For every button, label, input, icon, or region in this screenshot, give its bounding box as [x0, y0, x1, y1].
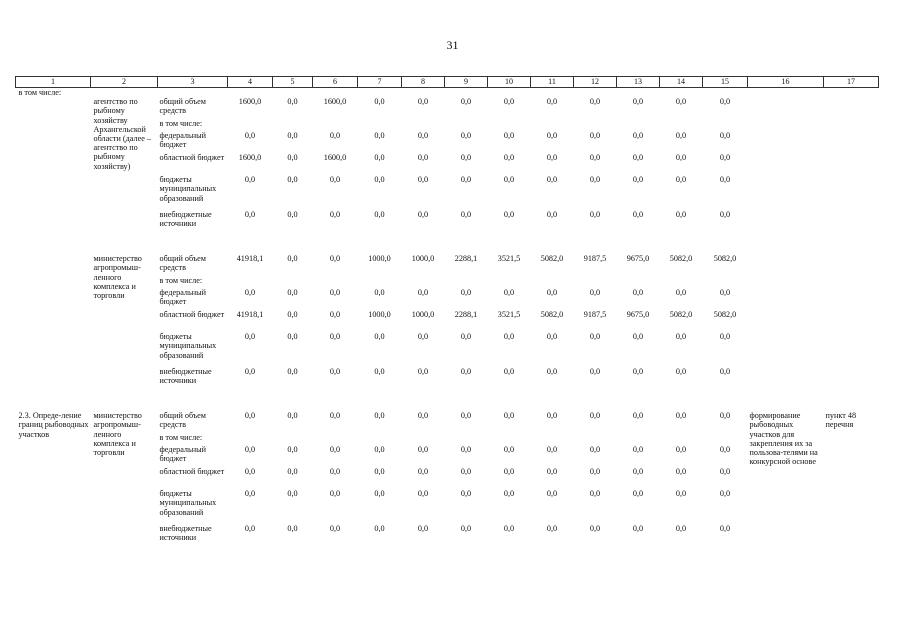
amount-cell: 5082,0 — [540, 254, 564, 264]
amount-cell — [228, 119, 273, 131]
amount-cell: 0,0 — [417, 288, 429, 298]
amount-cell — [358, 119, 402, 131]
reference-item: пункт 48 перечня — [825, 411, 857, 430]
amount-cell: 0,0 — [374, 153, 385, 163]
header-col-10: 10 — [488, 77, 531, 88]
amount-cell: 0,0 — [589, 411, 601, 421]
amount-cell: 5082,0 — [540, 310, 564, 320]
amount-cell: 0,0 — [417, 332, 429, 342]
amount-cell: 0,0 — [719, 367, 731, 377]
header-col-4: 4 — [228, 77, 273, 88]
amount-cell: 0,0 — [719, 411, 731, 421]
amount-cell: 0,0 — [329, 310, 341, 320]
amount-cell: 0,0 — [589, 175, 601, 185]
amount-cell: 0,0 — [632, 411, 644, 421]
amount-cell: 0,0 — [675, 524, 687, 534]
amount-cell: 0,0 — [675, 411, 687, 421]
amount-cell: 0,0 — [546, 131, 558, 141]
amount-cell: 0,0 — [632, 210, 644, 220]
amount-cell: 0,0 — [503, 131, 515, 141]
funding-source: областной бюджет — [159, 153, 225, 163]
amount-cell: 9187,5 — [583, 310, 607, 320]
amount-cell: 1600,0 — [238, 97, 262, 107]
amount-cell: 0,0 — [244, 131, 256, 141]
header-col-11: 11 — [531, 77, 574, 88]
activity-name — [16, 254, 91, 389]
amount-cell: 0,0 — [287, 467, 298, 477]
amount-cell: 41918,1 — [236, 310, 264, 320]
amount-cell: 0,0 — [503, 175, 515, 185]
amount-cell: 0,0 — [589, 332, 601, 342]
header-col-13: 13 — [617, 77, 660, 88]
table-row — [16, 97, 879, 119]
amount-cell: 0,0 — [329, 210, 341, 220]
section-label: в том числе: — [18, 88, 62, 97]
amount-cell: 0,0 — [675, 367, 687, 377]
amount-cell: 0,0 — [329, 489, 341, 499]
amount-cell: 0,0 — [460, 97, 472, 107]
amount-cell: 1000,0 — [411, 310, 435, 320]
amount-cell: 0,0 — [244, 210, 256, 220]
amount-cell — [617, 433, 660, 445]
amount-cell: 0,0 — [632, 367, 644, 377]
amount-cell — [402, 276, 445, 288]
amount-cell: 0,0 — [589, 524, 601, 534]
amount-cell: 0,0 — [546, 153, 558, 163]
amount-cell: 1600,0 — [323, 153, 347, 163]
amount-cell: 0,0 — [374, 467, 385, 477]
amount-cell: 0,0 — [675, 210, 687, 220]
amount-cell: 0,0 — [287, 210, 298, 220]
funding-source: в том числе: — [159, 433, 203, 443]
amount-cell — [445, 119, 488, 131]
amount-cell: 1000,0 — [368, 310, 391, 320]
amount-cell — [445, 433, 488, 445]
amount-cell: 0,0 — [503, 153, 515, 163]
amount-cell — [402, 433, 445, 445]
amount-cell — [703, 119, 748, 131]
amount-cell — [313, 119, 358, 131]
amount-cell: 0,0 — [675, 153, 687, 163]
amount-cell: 0,0 — [287, 445, 298, 455]
amount-cell: 0,0 — [287, 524, 298, 534]
amount-cell: 0,0 — [244, 288, 256, 298]
amount-cell: 0,0 — [460, 489, 472, 499]
amount-cell: 0,0 — [719, 467, 731, 477]
funding-source: в том числе: — [159, 119, 203, 129]
funding-source: федеральный бюджет — [159, 445, 207, 464]
amount-cell: 0,0 — [589, 467, 601, 477]
reference-item — [824, 97, 879, 232]
amount-cell: 0,0 — [503, 411, 515, 421]
amount-cell: 0,0 — [287, 310, 298, 320]
amount-cell: 0,0 — [589, 97, 601, 107]
block-spacer — [16, 232, 879, 254]
expected-result — [748, 97, 824, 232]
amount-cell: 0,0 — [460, 332, 472, 342]
amount-cell: 0,0 — [719, 445, 731, 455]
amount-cell: 0,0 — [417, 524, 429, 534]
funding-source: внебюджетные источники — [159, 367, 212, 386]
amount-cell: 0,0 — [287, 288, 298, 298]
amount-cell: 0,0 — [546, 97, 558, 107]
funding-source: областной бюджет — [159, 310, 225, 320]
amount-cell — [228, 276, 273, 288]
amount-cell: 0,0 — [719, 288, 731, 298]
amount-cell — [228, 433, 273, 445]
funding-source: общий объем средств — [159, 411, 206, 430]
amount-cell: 0,0 — [503, 445, 515, 455]
amount-cell — [488, 276, 531, 288]
header-col-2: 2 — [91, 77, 158, 88]
amount-cell: 0,0 — [244, 445, 256, 455]
amount-cell — [531, 276, 574, 288]
amount-cell: 0,0 — [589, 153, 601, 163]
amount-cell: 0,0 — [675, 445, 687, 455]
amount-cell: 0,0 — [719, 524, 731, 534]
amount-cell: 0,0 — [719, 131, 731, 141]
amount-cell: 0,0 — [374, 332, 385, 342]
amount-cell: 0,0 — [503, 524, 515, 534]
funding-source: бюджеты муниципальных образований — [159, 332, 217, 360]
funding-source: внебюджетные источники — [159, 210, 212, 229]
amount-cell — [660, 433, 703, 445]
amount-cell: 0,0 — [329, 288, 341, 298]
amount-cell: 5082,0 — [669, 254, 693, 264]
amount-cell: 0,0 — [329, 467, 341, 477]
responsible-executor: агентство по рыбному хозяйству Архангельской области (далее – агентство по рыбному хозяйству) — [93, 97, 152, 171]
amount-cell: 0,0 — [503, 332, 515, 342]
activity-name — [16, 97, 91, 232]
amount-cell: 0,0 — [589, 367, 601, 377]
amount-cell: 0,0 — [546, 489, 558, 499]
amount-cell: 41918,1 — [236, 254, 264, 264]
amount-cell: 0,0 — [546, 467, 558, 477]
amount-cell: 3521,5 — [497, 254, 521, 264]
header-col-17: 17 — [824, 77, 879, 88]
amount-cell: 1000,0 — [368, 254, 391, 264]
responsible-executor: министерство агропромыш-ленного комплекса и торговли — [93, 254, 142, 301]
amount-cell: 0,0 — [374, 210, 385, 220]
amount-cell: 0,0 — [546, 411, 558, 421]
amount-cell: 0,0 — [417, 175, 429, 185]
amount-cell: 0,0 — [329, 524, 341, 534]
amount-cell: 0,0 — [374, 411, 385, 421]
amount-cell: 0,0 — [632, 175, 644, 185]
amount-cell: 5082,0 — [713, 310, 737, 320]
amount-cell: 0,0 — [589, 489, 601, 499]
amount-cell: 0,0 — [244, 489, 256, 499]
amount-cell: 1000,0 — [411, 254, 435, 264]
amount-cell: 0,0 — [460, 467, 472, 477]
amount-cell: 0,0 — [287, 254, 298, 264]
amount-cell: 0,0 — [244, 175, 256, 185]
amount-cell — [617, 276, 660, 288]
amount-cell — [703, 276, 748, 288]
amount-cell: 0,0 — [329, 131, 341, 141]
amount-cell: 0,0 — [589, 445, 601, 455]
table-row — [16, 411, 879, 433]
expected-result — [748, 254, 824, 389]
expected-result: формирование рыбоводных участков для закрепления их за пользова-телями на конкурсной основе — [749, 411, 818, 467]
amount-cell: 0,0 — [632, 467, 644, 477]
amount-cell — [617, 119, 660, 131]
page-number: 31 — [446, 38, 459, 52]
amount-cell: 5082,0 — [669, 310, 693, 320]
amount-cell: 0,0 — [719, 97, 731, 107]
block-spacer — [16, 389, 879, 411]
amount-cell: 0,0 — [374, 97, 385, 107]
amount-cell — [358, 433, 402, 445]
amount-cell: 0,0 — [287, 153, 298, 163]
header-col-14: 14 — [660, 77, 703, 88]
amount-cell: 0,0 — [417, 97, 429, 107]
funding-source: федеральный бюджет — [159, 288, 207, 307]
amount-cell: 0,0 — [460, 131, 472, 141]
amount-cell: 0,0 — [417, 131, 429, 141]
amount-cell — [273, 276, 313, 288]
funding-source: федеральный бюджет — [159, 131, 207, 150]
amount-cell: 9187,5 — [583, 254, 607, 264]
amount-cell: 0,0 — [417, 153, 429, 163]
amount-cell: 0,0 — [632, 131, 644, 141]
header-col-7: 7 — [358, 77, 402, 88]
amount-cell: 0,0 — [244, 332, 256, 342]
amount-cell: 3521,5 — [497, 310, 521, 320]
amount-cell: 0,0 — [460, 411, 472, 421]
amount-cell: 0,0 — [632, 445, 644, 455]
amount-cell: 0,0 — [329, 254, 341, 264]
amount-cell: 0,0 — [503, 367, 515, 377]
amount-cell: 0,0 — [503, 97, 515, 107]
header-row — [16, 77, 879, 88]
amount-cell: 0,0 — [675, 467, 687, 477]
amount-cell: 0,0 — [719, 175, 731, 185]
amount-cell — [660, 119, 703, 131]
amount-cell — [313, 276, 358, 288]
amount-cell: 0,0 — [632, 97, 644, 107]
amount-cell: 0,0 — [460, 210, 472, 220]
amount-cell: 9675,0 — [626, 254, 650, 264]
amount-cell: 0,0 — [460, 153, 472, 163]
amount-cell: 2288,1 — [454, 254, 478, 264]
funding-source: в том числе: — [159, 276, 203, 286]
amount-cell: 9675,0 — [626, 310, 650, 320]
amount-cell: 0,0 — [719, 332, 731, 342]
funding-source: внебюджетные источники — [159, 524, 212, 543]
amount-cell: 0,0 — [329, 175, 341, 185]
amount-cell: 0,0 — [374, 131, 385, 141]
header-col-5: 5 — [273, 77, 313, 88]
activity-name: 2.3. Опреде-ление границ рыбоводных участков — [18, 411, 89, 439]
amount-cell: 0,0 — [287, 131, 298, 141]
amount-cell: 0,0 — [244, 367, 256, 377]
amount-cell: 0,0 — [244, 524, 256, 534]
amount-cell: 0,0 — [546, 445, 558, 455]
amount-cell: 0,0 — [417, 367, 429, 377]
budget-table — [15, 76, 879, 546]
amount-cell: 0,0 — [546, 367, 558, 377]
amount-cell — [488, 433, 531, 445]
amount-cell: 0,0 — [287, 175, 298, 185]
funding-source: областной бюджет — [159, 467, 225, 477]
amount-cell: 0,0 — [417, 210, 429, 220]
header-col-8: 8 — [402, 77, 445, 88]
amount-cell — [531, 433, 574, 445]
amount-cell — [660, 276, 703, 288]
amount-cell — [273, 119, 313, 131]
amount-cell: 0,0 — [287, 411, 298, 421]
amount-cell: 0,0 — [675, 489, 687, 499]
funding-source: бюджеты муниципальных образований — [159, 489, 217, 517]
header-col-3: 3 — [158, 77, 228, 88]
amount-cell: 0,0 — [374, 489, 385, 499]
funding-source: бюджеты муниципальных образований — [159, 175, 217, 203]
amount-cell: 0,0 — [460, 175, 472, 185]
amount-cell: 2288,1 — [454, 310, 478, 320]
amount-cell: 0,0 — [287, 332, 298, 342]
amount-cell: 0,0 — [503, 210, 515, 220]
amount-cell: 0,0 — [546, 175, 558, 185]
amount-cell: 0,0 — [632, 332, 644, 342]
amount-cell: 0,0 — [329, 411, 341, 421]
amount-cell: 0,0 — [374, 175, 385, 185]
amount-cell — [273, 433, 313, 445]
amount-cell: 0,0 — [460, 445, 472, 455]
amount-cell: 0,0 — [244, 411, 256, 421]
amount-cell: 1600,0 — [323, 97, 347, 107]
amount-cell: 0,0 — [546, 332, 558, 342]
amount-cell: 0,0 — [329, 445, 341, 455]
header-col-12: 12 — [574, 77, 617, 88]
amount-cell: 0,0 — [675, 175, 687, 185]
amount-cell: 0,0 — [287, 489, 298, 499]
amount-cell: 0,0 — [546, 210, 558, 220]
amount-cell: 0,0 — [546, 288, 558, 298]
amount-cell — [313, 433, 358, 445]
amount-cell: 0,0 — [675, 97, 687, 107]
amount-cell: 0,0 — [632, 153, 644, 163]
amount-cell: 0,0 — [632, 489, 644, 499]
funding-source: общий объем средств — [159, 97, 206, 116]
amount-cell — [402, 119, 445, 131]
amount-cell: 0,0 — [460, 367, 472, 377]
amount-cell: 0,0 — [675, 288, 687, 298]
amount-cell: 0,0 — [546, 524, 558, 534]
amount-cell: 0,0 — [244, 467, 256, 477]
section-label-row — [16, 88, 879, 98]
amount-cell: 0,0 — [675, 131, 687, 141]
amount-cell: 0,0 — [589, 210, 601, 220]
reference-item — [824, 254, 879, 389]
amount-cell — [574, 119, 617, 131]
amount-cell: 0,0 — [503, 288, 515, 298]
amount-cell: 0,0 — [287, 367, 298, 377]
amount-cell: 0,0 — [675, 332, 687, 342]
amount-cell: 0,0 — [460, 524, 472, 534]
amount-cell: 0,0 — [632, 524, 644, 534]
table-row — [16, 254, 879, 276]
responsible-executor: министерство агропромыш-ленного комплекса и торговли — [93, 411, 142, 458]
amount-cell: 0,0 — [589, 288, 601, 298]
amount-cell — [574, 433, 617, 445]
amount-cell: 0,0 — [460, 288, 472, 298]
amount-cell: 0,0 — [719, 153, 731, 163]
amount-cell: 0,0 — [374, 524, 385, 534]
amount-cell: 0,0 — [632, 288, 644, 298]
amount-cell: 0,0 — [417, 467, 429, 477]
amount-cell: 0,0 — [417, 411, 429, 421]
amount-cell: 0,0 — [719, 489, 731, 499]
amount-cell: 5082,0 — [713, 254, 737, 264]
amount-cell — [488, 119, 531, 131]
amount-cell: 0,0 — [374, 445, 385, 455]
header-col-9: 9 — [445, 77, 488, 88]
amount-cell — [703, 433, 748, 445]
amount-cell — [445, 276, 488, 288]
header-col-6: 6 — [313, 77, 358, 88]
amount-cell: 0,0 — [417, 445, 429, 455]
amount-cell: 0,0 — [287, 97, 298, 107]
amount-cell: 1600,0 — [238, 153, 262, 163]
amount-cell — [358, 276, 402, 288]
header-col-16: 16 — [748, 77, 824, 88]
amount-cell — [531, 119, 574, 131]
amount-cell: 0,0 — [503, 467, 515, 477]
amount-cell: 0,0 — [503, 489, 515, 499]
amount-cell — [574, 276, 617, 288]
amount-cell: 0,0 — [719, 210, 731, 220]
header-col-15: 15 — [703, 77, 748, 88]
amount-cell: 0,0 — [329, 367, 341, 377]
amount-cell: 0,0 — [417, 489, 429, 499]
funding-source: общий объем средств — [159, 254, 206, 273]
amount-cell: 0,0 — [374, 367, 385, 377]
amount-cell: 0,0 — [374, 288, 385, 298]
amount-cell: 0,0 — [589, 131, 601, 141]
amount-cell: 0,0 — [329, 332, 341, 342]
header-col-1: 1 — [16, 77, 91, 88]
